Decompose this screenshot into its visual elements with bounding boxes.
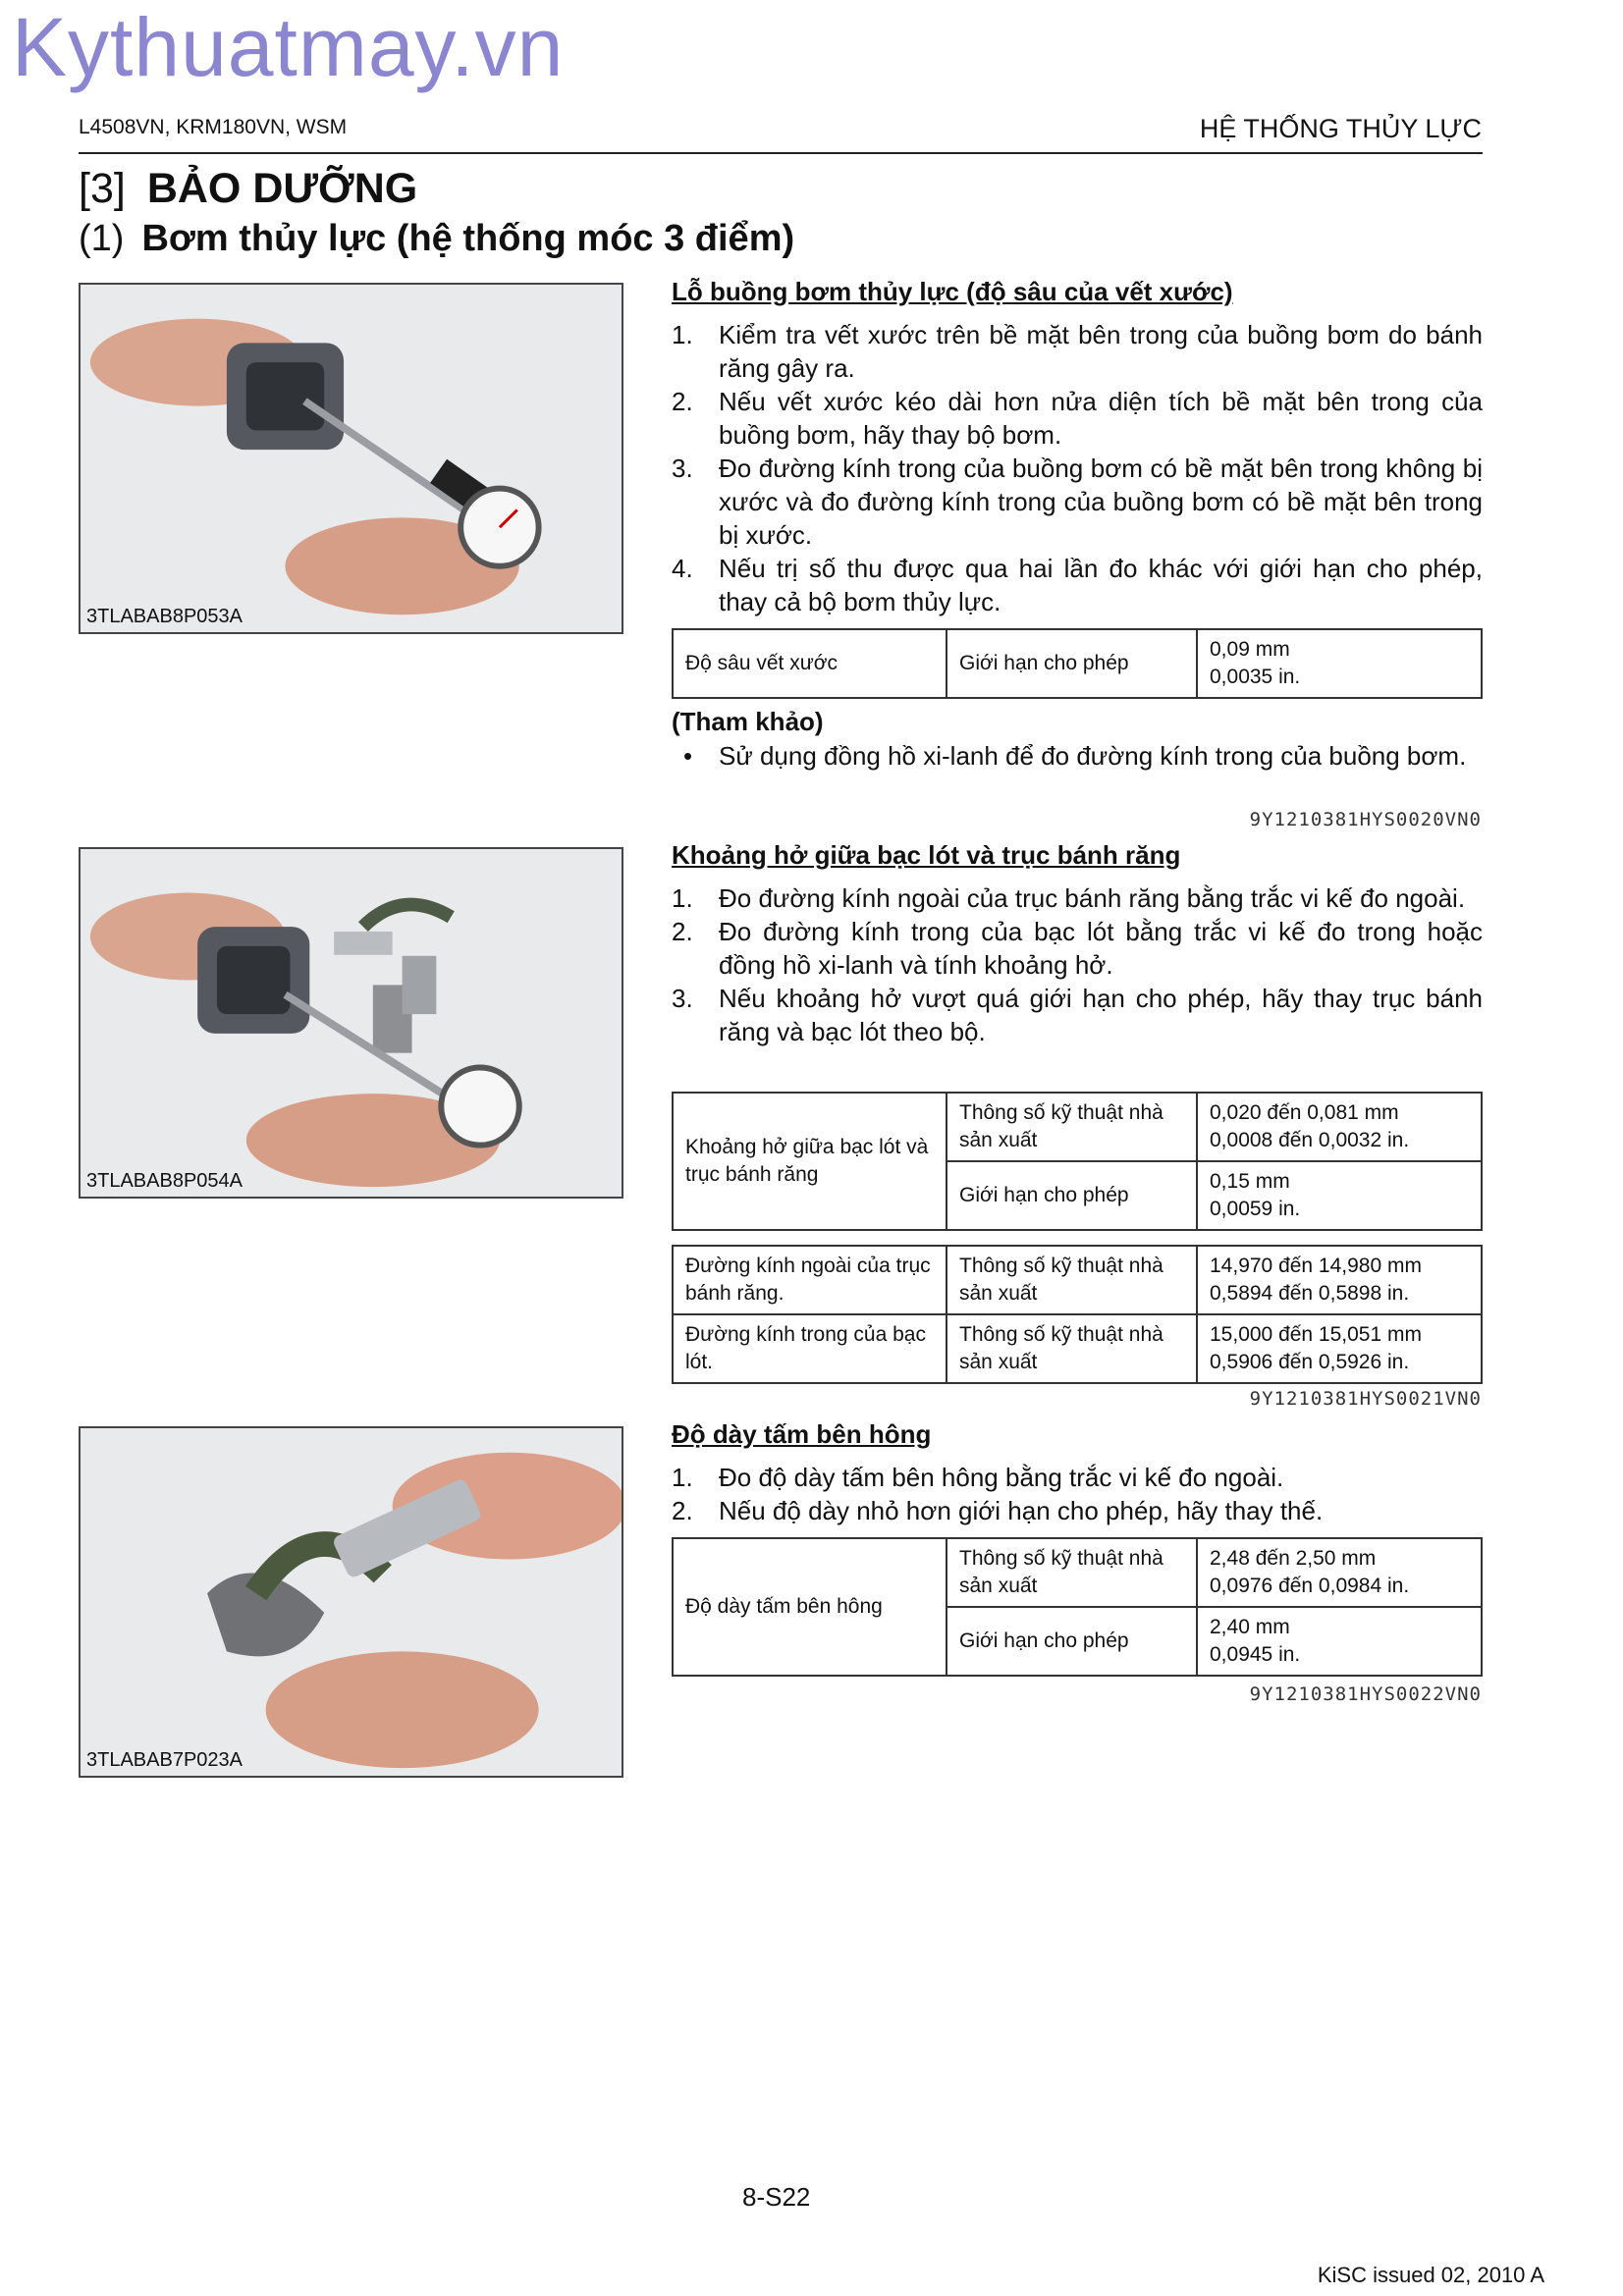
value-imperial: 0,5894 đến 0,5898 in. [1210, 1282, 1410, 1305]
spec-table [672, 628, 1483, 699]
table-row [673, 1093, 1482, 1161]
step-number: 3. [672, 454, 693, 483]
step-number: 3. [672, 984, 693, 1013]
value-metric: 0,15 mm [1210, 1170, 1290, 1193]
value-metric: 2,40 mm [1210, 1616, 1290, 1638]
value-metric: 14,970 đến 14,980 mm [1210, 1255, 1422, 1277]
step-number: 4. [672, 554, 693, 583]
value-metric: 15,000 đến 15,051 mm [1210, 1323, 1422, 1346]
list-item [672, 982, 1483, 1048]
list-item [672, 452, 1483, 552]
step-number: 2. [672, 1496, 693, 1525]
table-cell: Đường kính trong của bạc lót. [673, 1314, 947, 1383]
table-cell: Thông số kỹ thuật nhà sản xuất [947, 1314, 1197, 1383]
heading-main-number: [3] [79, 165, 126, 212]
table-cell [1197, 1538, 1482, 1607]
table-cell [1197, 1607, 1482, 1676]
value-imperial: 0,0976 đến 0,0984 in. [1210, 1575, 1410, 1597]
table-cell [1197, 1161, 1482, 1230]
value-imperial: 0,0035 in. [1210, 666, 1301, 688]
section-code: 9Y1210381HYS0022VN0 [1249, 1683, 1482, 1705]
value-imperial: 0,0008 đến 0,0032 in. [1210, 1129, 1410, 1151]
figure-side-plate-thickness [79, 1426, 623, 1778]
figure-caption: 3TLABAB8P054A [86, 1170, 243, 1192]
table-cell: Giới hạn cho phép [947, 629, 1197, 698]
header-divider [79, 152, 1483, 154]
figure-caption: 3TLABAB8P053A [86, 606, 243, 627]
figure-caption: 3TLABAB7P023A [86, 1749, 243, 1771]
photo-cylinder-gauge-icon [81, 285, 622, 632]
step-list [672, 881, 1483, 1048]
table-cell: Độ dày tấm bên hông [673, 1538, 947, 1676]
step-number: 2. [672, 387, 693, 416]
footer-issue: KiSC issued 02, 2010 A [1317, 2263, 1544, 2287]
step-number: 2. [672, 917, 693, 946]
value-imperial: 0,0945 in. [1210, 1643, 1301, 1666]
list-item [672, 915, 1483, 982]
section-title: Lỗ buồng bơm thủy lực (độ sâu của vết xước) [672, 277, 1233, 306]
step-text: Đo đường kính trong của bạc lót bằng trắc vi kế đo trong hoặc đồng hồ xi-lanh và tính khoảng hở. [719, 917, 1483, 980]
step-text: Đo độ dày tấm bên hông bằng trắc vi kế đo ngoài. [719, 1463, 1284, 1492]
table-row [673, 1314, 1482, 1383]
step-number: 1. [672, 320, 693, 349]
heading-main-text: BẢO DƯỠNG [146, 165, 418, 212]
value-imperial: 0,5906 đến 0,5926 in. [1210, 1351, 1410, 1373]
heading-sub [79, 218, 794, 260]
table-cell [1197, 1314, 1482, 1383]
table-cell: Đường kính ngoài của trục bánh răng. [673, 1246, 947, 1314]
table-cell: Giới hạn cho phép [947, 1161, 1197, 1230]
spec-table [672, 1537, 1483, 1677]
list-item [672, 385, 1483, 452]
list-item [672, 552, 1483, 618]
table-row [673, 1538, 1482, 1607]
figure-pump-bore-measure [79, 283, 623, 634]
list-item [672, 1494, 1483, 1527]
header-section: HỆ THỐNG THỦY LỰC [1199, 114, 1482, 143]
table-row [673, 1246, 1482, 1314]
step-list [672, 318, 1483, 618]
bullet-mark: • [683, 741, 693, 771]
step-text: Kiểm tra vết xước trên bề mặt bên trong của buồng bơm do bánh răng gây ra. [719, 320, 1483, 383]
table-cell: Thông số kỹ thuật nhà sản xuất [947, 1246, 1197, 1314]
photo-micrometer-plate-icon [81, 1428, 622, 1776]
step-text: Nếu khoảng hở vượt quá giới hạn cho phép, hãy thay trục bánh răng và bạc lót theo bộ. [719, 984, 1483, 1046]
section-code: 9Y1210381HYS0020VN0 [1249, 809, 1482, 830]
heading-main [79, 165, 417, 213]
step-list [672, 1461, 1483, 1527]
step-text: Đo đường kính trong của buồng bơm có bề mặt bên trong không bị xước và đo đường kính trong của buồng bơm có bề mặt bên trong bị xước. [719, 454, 1483, 550]
step-text: Nếu độ dày nhỏ hơn giới hạn cho phép, hãy thay thế. [719, 1496, 1324, 1525]
list-item [672, 1461, 1483, 1494]
reference-text: Sử dụng đồng hồ xi-lanh để đo đường kính trong của buồng bơm. [719, 741, 1467, 771]
value-metric: 0,020 đến 0,081 mm [1210, 1101, 1399, 1124]
header-models: L4508VN, KRM180VN, WSM [79, 116, 348, 138]
table-cell [1197, 629, 1482, 698]
table-row [673, 629, 1482, 698]
photo-micrometer-gears-icon [81, 849, 622, 1197]
reference-title: (Tham khảo) [672, 707, 824, 736]
section-title: Khoảng hở giữa bạc lót và trục bánh răng [672, 840, 1181, 870]
spec-table [672, 1245, 1483, 1384]
table-cell: Độ sâu vết xước [673, 629, 947, 698]
spec-table [672, 1092, 1483, 1231]
page-number: 8-S22 [742, 2182, 811, 2212]
step-text: Đo đường kính ngoài của trục bánh răng bằng trắc vi kế đo ngoài. [719, 883, 1466, 913]
list-item [672, 318, 1483, 385]
value-imperial: 0,0059 in. [1210, 1198, 1301, 1220]
heading-sub-number: (1) [79, 218, 125, 259]
section-code: 9Y1210381HYS0021VN0 [1249, 1388, 1482, 1410]
table-cell: Thông số kỹ thuật nhà sản xuất [947, 1093, 1197, 1161]
value-metric: 2,48 đến 2,50 mm [1210, 1547, 1377, 1570]
table-cell [1197, 1093, 1482, 1161]
table-cell: Khoảng hở giữa bạc lót và trục bánh răng [673, 1093, 947, 1230]
table-cell [1197, 1246, 1482, 1314]
heading-sub-text: Bơm thủy lực (hệ thống móc 3 điểm) [141, 218, 795, 259]
reference-bullet [672, 739, 1483, 773]
step-number: 1. [672, 883, 693, 913]
section-title: Độ dày tấm bên hông [672, 1419, 932, 1449]
watermark: Kythuatmay.vn [12, 1, 565, 93]
figure-bushing-clearance [79, 847, 623, 1199]
step-number: 1. [672, 1463, 693, 1492]
table-cell: Thông số kỹ thuật nhà sản xuất [947, 1538, 1197, 1607]
step-text: Nếu vết xước kéo dài hơn nửa diện tích bề mặt bên trong của buồng bơm, hãy thay bộ bơm. [719, 387, 1483, 450]
value-metric: 0,09 mm [1210, 638, 1290, 661]
step-text: Nếu trị số thu được qua hai lần đo khác với giới hạn cho phép, thay cả bộ bơm thủy lực. [719, 554, 1483, 616]
list-item [672, 881, 1483, 915]
table-cell: Giới hạn cho phép [947, 1607, 1197, 1676]
